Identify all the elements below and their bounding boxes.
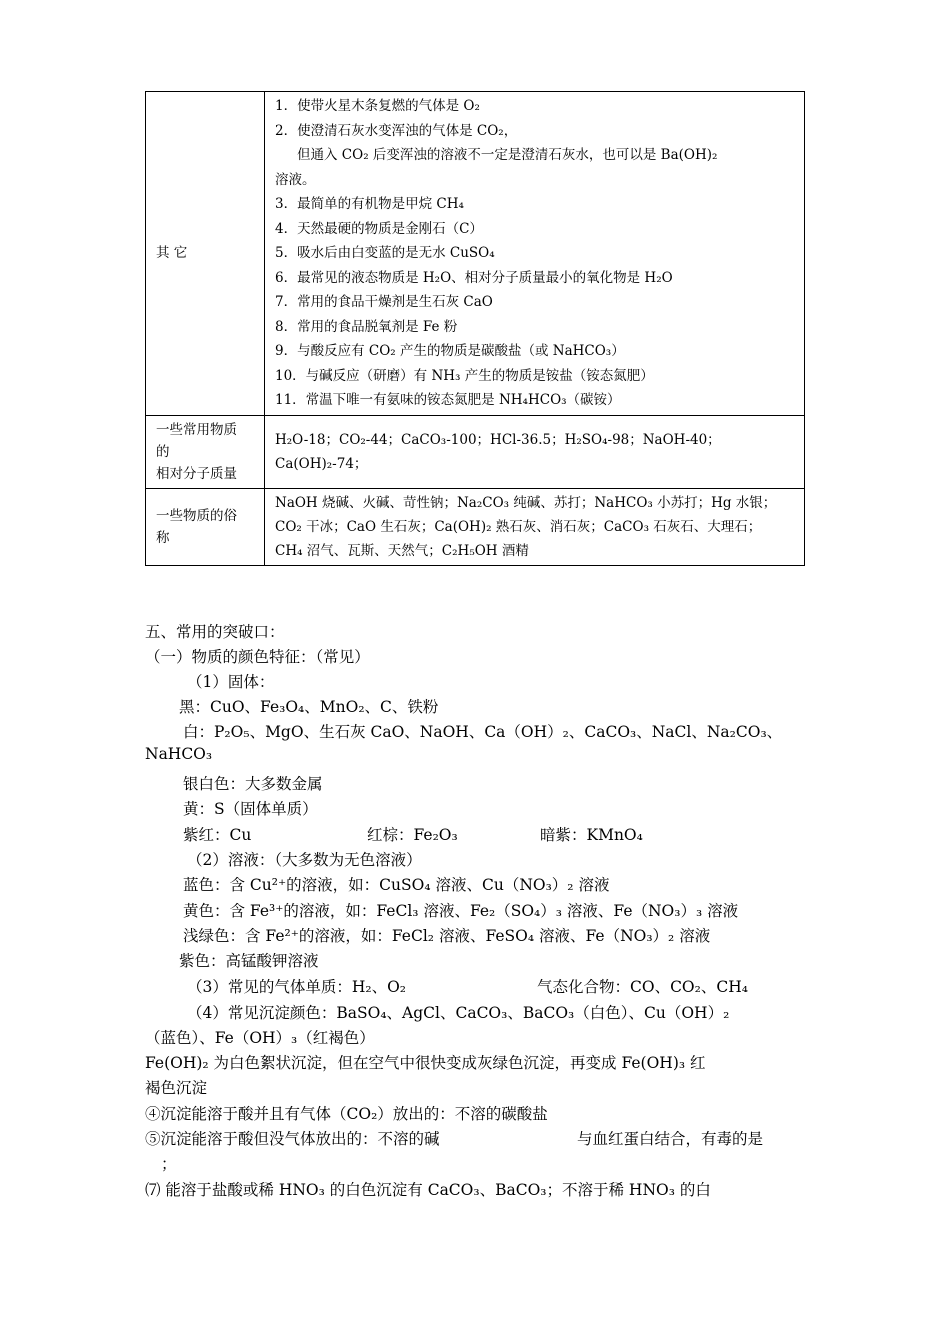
yellow-solid: 黄：S（固体单质） <box>183 800 318 818</box>
list-item: 6．最常见的液态物质是 H₂O、相对分子质量最小的氧化物是 H₂O <box>275 269 673 286</box>
purple-red-solid: 紫红：Cu <box>183 826 252 844</box>
purple-solution: 紫色：高锰酸钾溶液 <box>179 952 319 970</box>
row-label-molar-mass <box>146 415 265 488</box>
silver-white: 银白色：大多数金属 <box>183 775 323 793</box>
row-content-molar-mass: H₂O-18；CO₂-44；CaCO₃-100；HCl-36.5；H₂SO₄-98；NaOH-40；Ca(OH)₂-74； <box>265 415 805 488</box>
list-item: 4．天然最硬的物质是金刚石（C） <box>275 220 483 237</box>
label-line: 一些物质的俗 <box>156 507 237 524</box>
gas-elements: （3）常见的气体单质：H₂、O₂ <box>187 978 407 996</box>
list-item: CH₄ 沼气、瓦斯、天然气；C₂H₅OH 酒精 <box>275 542 529 559</box>
list-item: 3．最简单的有机物是甲烷 CH₄ <box>275 196 464 212</box>
list-item: 10．与碱反应（研磨）有 NH₃ 产生的物质是铵盐（铵态氮肥） <box>275 367 654 384</box>
hemoglobin-note: 与血红蛋白结合，有毒的是 <box>577 1130 764 1148</box>
solution-title: （2）溶液：（大多数为无色溶液） <box>187 851 422 869</box>
table-row-other <box>146 92 805 416</box>
feoh2-note-cont: 褐色沉淀 <box>145 1079 208 1097</box>
white-solids-cont: NaHCO₃ <box>145 745 213 763</box>
solid-title: （1）固体： <box>187 673 275 691</box>
subsection-heading: （一）物质的颜色特征：（常见） <box>145 648 370 666</box>
row-content-other <box>265 92 805 416</box>
table-row-molar-mass <box>146 415 805 488</box>
list-item: 11．常温下唯一有氨味的铵态氮肥是 NH₄HCO₃（碳铵） <box>275 392 621 408</box>
list-item: 5．吸水后由白变蓝的是无水 CuSO₄ <box>275 245 495 261</box>
label-line: 的 <box>156 443 170 460</box>
list-item: CO₂ 干冰；CaO 生石灰；Ca(OH)₂ 熟石灰、消石灰；CaCO₃ 石灰石、大理石； <box>275 518 762 535</box>
precipitate-colors-cont: （蓝色）、Fe（OH）₃（红褐色） <box>145 1029 375 1047</box>
red-brown-solid: 红棕：Fe₂O₃ <box>367 826 458 844</box>
list-item: 7．常用的食品干燥剂是生石灰 CaO <box>275 294 493 310</box>
light-green-solution: 浅绿色：含 Fe²⁺的溶液，如：FeCl₂ 溶液、FeSO₄ 溶液、Fe（NO₃）₂ 溶液 <box>183 927 711 945</box>
gas-compounds: 气态化合物：CO、CO₂、CH₄ <box>537 978 748 996</box>
dark-purple-solid: 暗紫：KMnO₄ <box>540 826 643 844</box>
precipitate-colors: （4）常见沉淀颜色：BaSO₄、AgCl、CaCO₃、BaCO₃（白色）、Cu（OH）₂ <box>187 1004 730 1022</box>
list-item: 8．常用的食品脱氧剂是 Fe 粉 <box>275 318 458 335</box>
row-label-common-names <box>146 488 265 565</box>
semicolon: ； <box>161 1155 177 1173</box>
row-label-other: 其 它 <box>146 92 265 416</box>
table-row-common-names <box>146 488 805 565</box>
black-solids: 黑：CuO、Fe₃O₄、MnO₂、C、铁粉 <box>179 698 439 716</box>
item-7: ⑺ 能溶于盐酸或稀 HNO₃ 的白色沉淀有 CaCO₃、BaCO₃；不溶于稀 HNO₃ 的白 <box>145 1181 711 1199</box>
label-line: 一些常用物质 <box>156 421 237 438</box>
list-item: 但通入 CO₂ 后变浑浊的溶液不一定是澄清石灰水，也可以是 Ba(OH)₂ <box>297 147 718 163</box>
list-item: NaOH 烧碱、火碱、苛性钠；Na₂CO₃ 纯碱、苏打；NaHCO₃ 小苏打；Hg 水银； <box>275 494 777 511</box>
white-solids: 白：P₂O₅、MgO、生石灰 CaO、NaOH、Ca（OH）₂、CaCO₃、NaCl、Na₂CO₃、 <box>183 723 783 741</box>
summary-table <box>145 91 805 566</box>
list-item: 1．使带火星木条复燃的气体是 O₂ <box>275 98 480 114</box>
section-heading: 五、常用的突破口： <box>145 623 285 641</box>
list-item: 溶液。 <box>275 171 316 188</box>
list-item: 9．与酸反应有 CO₂ 产生的物质是碳酸盐（或 NaHCO₃） <box>275 343 625 359</box>
item-4: ④沉淀能溶于酸并且有气体（CO₂）放出的：不溶的碳酸盐 <box>145 1105 548 1123</box>
label-line: 称 <box>156 529 170 546</box>
feoh2-note: Fe(OH)₂ 为白色絮状沉淀，但在空气中很快变成灰绿色沉淀，再变成 Fe(OH)₃ 红 <box>145 1054 706 1072</box>
list-item: 2．使澄清石灰水变浑浊的气体是 CO₂， <box>275 122 518 139</box>
blue-solution: 蓝色：含 Cu²⁺的溶液，如：CuSO₄ 溶液、Cu（NO₃）₂ 溶液 <box>183 876 610 894</box>
item-5: ⑤沉淀能溶于酸但没气体放出的：不溶的碱 <box>145 1130 440 1148</box>
yellow-solution: 黄色：含 Fe³⁺的溶液，如：FeCl₃ 溶液、Fe₂（SO₄）₃ 溶液、Fe（NO₃）₃ 溶液 <box>183 902 739 920</box>
label-line: 相对分子质量 <box>156 465 237 482</box>
row-content-common-names <box>265 488 805 565</box>
